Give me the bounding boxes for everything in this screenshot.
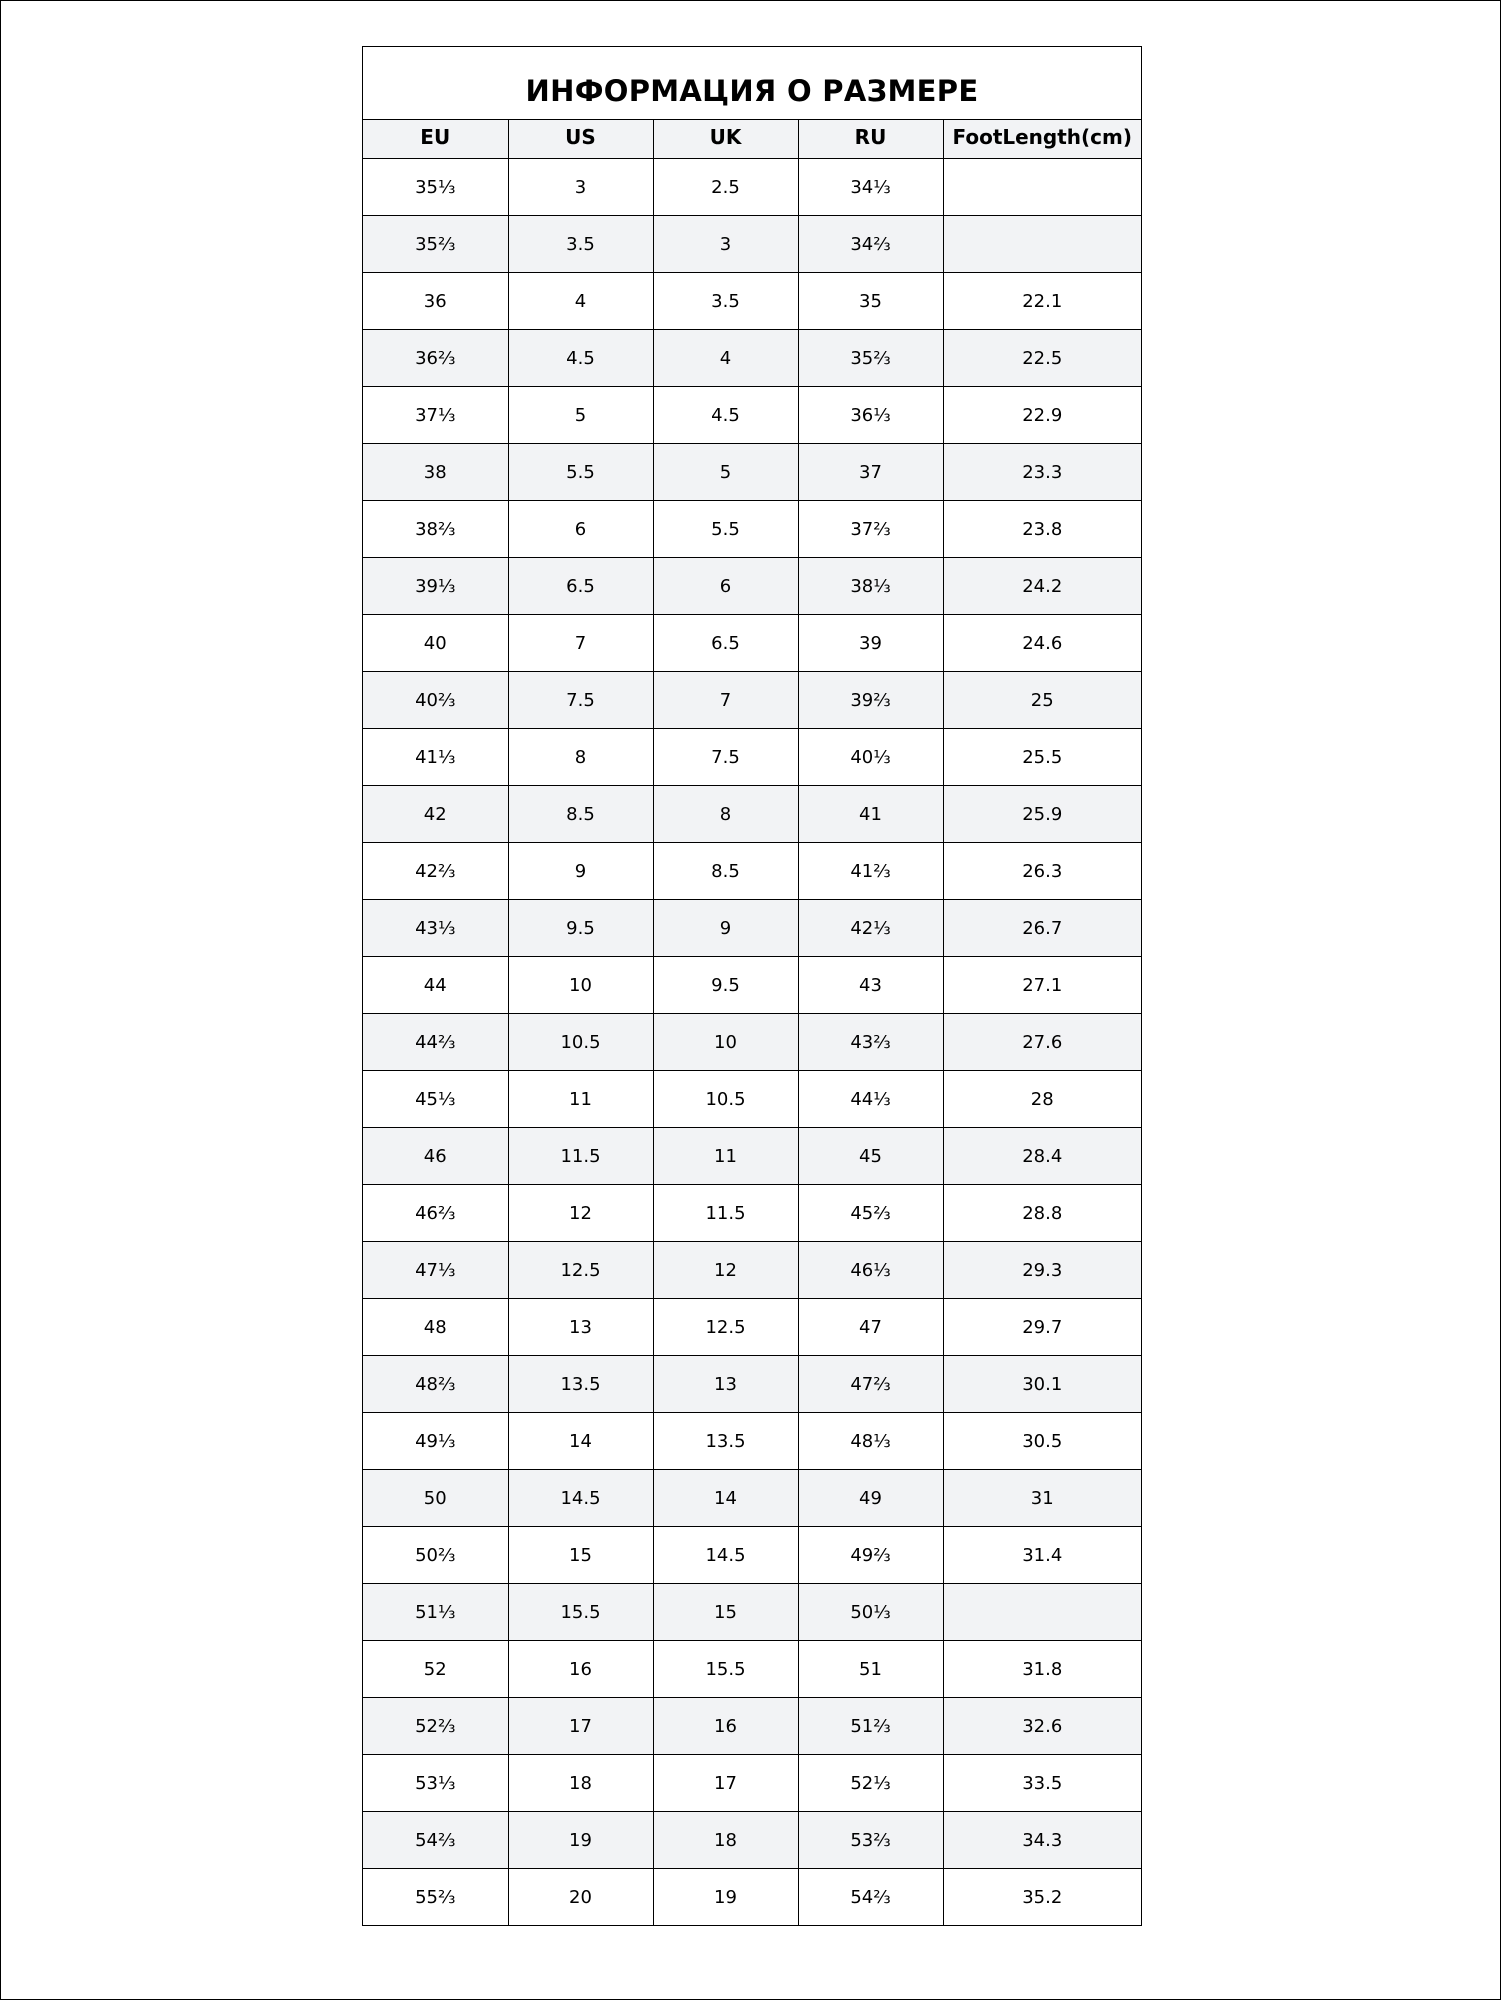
ru-cell: 49 — [798, 1470, 943, 1527]
column-header-us: US — [508, 120, 653, 159]
uk-cell: 7 — [653, 672, 798, 729]
uk-cell: 12 — [653, 1242, 798, 1299]
eu-cell: 39⅓ — [363, 558, 508, 615]
ru-cell: 34⅓ — [798, 159, 943, 216]
uk-cell: 15.5 — [653, 1641, 798, 1698]
ru-cell: 43 — [798, 957, 943, 1014]
table-row — [363, 615, 1141, 672]
us-cell: 11.5 — [508, 1128, 653, 1185]
uk-cell: 16 — [653, 1698, 798, 1755]
uk-cell: 9 — [653, 900, 798, 957]
foot-length-cell: 27.6 — [943, 1014, 1141, 1071]
ru-cell: 35 — [798, 273, 943, 330]
table-row — [363, 1128, 1141, 1185]
eu-cell: 52⅔ — [363, 1698, 508, 1755]
uk-cell: 13.5 — [653, 1413, 798, 1470]
us-cell: 10 — [508, 957, 653, 1014]
foot-length-cell: 31.4 — [943, 1527, 1141, 1584]
us-cell: 11 — [508, 1071, 653, 1128]
foot-length-cell: 31.8 — [943, 1641, 1141, 1698]
foot-length-cell: 23.3 — [943, 444, 1141, 501]
uk-cell: 6.5 — [653, 615, 798, 672]
us-cell: 8 — [508, 729, 653, 786]
us-cell: 9 — [508, 843, 653, 900]
eu-cell: 50⅔ — [363, 1527, 508, 1584]
ru-cell: 42⅓ — [798, 900, 943, 957]
eu-cell: 49⅓ — [363, 1413, 508, 1470]
ru-cell: 39 — [798, 615, 943, 672]
foot-length-cell: 30.1 — [943, 1356, 1141, 1413]
table-row — [363, 1413, 1141, 1470]
table-row — [363, 501, 1141, 558]
table-row — [363, 1242, 1141, 1299]
eu-cell: 37⅓ — [363, 387, 508, 444]
table-row — [363, 1299, 1141, 1356]
size-table-body — [363, 159, 1141, 1926]
table-row — [363, 1470, 1141, 1527]
table-row — [363, 1356, 1141, 1413]
table-row — [363, 330, 1141, 387]
eu-cell: 38⅔ — [363, 501, 508, 558]
ru-cell: 47 — [798, 1299, 943, 1356]
ru-cell: 54⅔ — [798, 1869, 943, 1926]
table-row — [363, 1071, 1141, 1128]
table-row — [363, 273, 1141, 330]
table-row — [363, 1527, 1141, 1584]
table-row — [363, 216, 1141, 273]
size-chart — [362, 46, 1142, 1926]
foot-length-cell: 24.2 — [943, 558, 1141, 615]
uk-cell: 5.5 — [653, 501, 798, 558]
eu-cell: 52 — [363, 1641, 508, 1698]
eu-cell: 42 — [363, 786, 508, 843]
foot-length-cell: 29.3 — [943, 1242, 1141, 1299]
us-cell: 15 — [508, 1527, 653, 1584]
eu-cell: 45⅓ — [363, 1071, 508, 1128]
foot-length-cell — [943, 216, 1141, 273]
ru-cell: 46⅓ — [798, 1242, 943, 1299]
us-cell: 19 — [508, 1812, 653, 1869]
us-cell: 5.5 — [508, 444, 653, 501]
ru-cell: 36⅓ — [798, 387, 943, 444]
ru-cell: 49⅔ — [798, 1527, 943, 1584]
ru-cell: 34⅔ — [798, 216, 943, 273]
eu-cell: 55⅔ — [363, 1869, 508, 1926]
column-header-uk: UK — [653, 120, 798, 159]
table-row — [363, 159, 1141, 216]
column-header-ru: RU — [798, 120, 943, 159]
foot-length-cell: 30.5 — [943, 1413, 1141, 1470]
table-row — [363, 558, 1141, 615]
eu-cell: 50 — [363, 1470, 508, 1527]
ru-cell: 52⅓ — [798, 1755, 943, 1812]
uk-cell: 19 — [653, 1869, 798, 1926]
us-cell: 16 — [508, 1641, 653, 1698]
column-header-foot-length: FootLength(cm) — [943, 120, 1141, 159]
ru-cell: 51⅔ — [798, 1698, 943, 1755]
us-cell: 12.5 — [508, 1242, 653, 1299]
ru-cell: 45 — [798, 1128, 943, 1185]
ru-cell: 43⅔ — [798, 1014, 943, 1071]
foot-length-cell: 32.6 — [943, 1698, 1141, 1755]
us-cell: 20 — [508, 1869, 653, 1926]
us-cell: 10.5 — [508, 1014, 653, 1071]
us-cell: 13.5 — [508, 1356, 653, 1413]
us-cell: 7.5 — [508, 672, 653, 729]
us-cell: 3 — [508, 159, 653, 216]
uk-cell: 12.5 — [653, 1299, 798, 1356]
foot-length-cell: 34.3 — [943, 1812, 1141, 1869]
eu-cell: 47⅓ — [363, 1242, 508, 1299]
foot-length-cell: 33.5 — [943, 1755, 1141, 1812]
uk-cell: 8 — [653, 786, 798, 843]
table-row — [363, 957, 1141, 1014]
uk-cell: 2.5 — [653, 159, 798, 216]
us-cell: 5 — [508, 387, 653, 444]
uk-cell: 11 — [653, 1128, 798, 1185]
table-row — [363, 444, 1141, 501]
table-row — [363, 1014, 1141, 1071]
ru-cell: 53⅔ — [798, 1812, 943, 1869]
foot-length-cell: 23.8 — [943, 501, 1141, 558]
foot-length-cell — [943, 159, 1141, 216]
us-cell: 4 — [508, 273, 653, 330]
eu-cell: 54⅔ — [363, 1812, 508, 1869]
us-cell: 8.5 — [508, 786, 653, 843]
header-row — [363, 120, 1141, 159]
uk-cell: 3 — [653, 216, 798, 273]
uk-cell: 5 — [653, 444, 798, 501]
table-row — [363, 1641, 1141, 1698]
ru-cell: 48⅓ — [798, 1413, 943, 1470]
uk-cell: 7.5 — [653, 729, 798, 786]
uk-cell: 3.5 — [653, 273, 798, 330]
eu-cell: 43⅓ — [363, 900, 508, 957]
uk-cell: 15 — [653, 1584, 798, 1641]
uk-cell: 4.5 — [653, 387, 798, 444]
us-cell: 4.5 — [508, 330, 653, 387]
eu-cell: 38 — [363, 444, 508, 501]
eu-cell: 40 — [363, 615, 508, 672]
eu-cell: 41⅓ — [363, 729, 508, 786]
uk-cell: 8.5 — [653, 843, 798, 900]
eu-cell: 53⅓ — [363, 1755, 508, 1812]
ru-cell: 37⅔ — [798, 501, 943, 558]
uk-cell: 13 — [653, 1356, 798, 1413]
eu-cell: 35⅔ — [363, 216, 508, 273]
eu-cell: 48⅔ — [363, 1356, 508, 1413]
ru-cell: 47⅔ — [798, 1356, 943, 1413]
uk-cell: 18 — [653, 1812, 798, 1869]
foot-length-cell: 29.7 — [943, 1299, 1141, 1356]
ru-cell: 41⅔ — [798, 843, 943, 900]
foot-length-cell: 28.8 — [943, 1185, 1141, 1242]
eu-cell: 48 — [363, 1299, 508, 1356]
us-cell: 3.5 — [508, 216, 653, 273]
foot-length-cell: 25.9 — [943, 786, 1141, 843]
uk-cell: 14 — [653, 1470, 798, 1527]
eu-cell: 36⅔ — [363, 330, 508, 387]
foot-length-cell: 31 — [943, 1470, 1141, 1527]
eu-cell: 46⅔ — [363, 1185, 508, 1242]
eu-cell: 42⅔ — [363, 843, 508, 900]
size-table — [363, 120, 1141, 1925]
us-cell: 14 — [508, 1413, 653, 1470]
us-cell: 13 — [508, 1299, 653, 1356]
uk-cell: 10.5 — [653, 1071, 798, 1128]
uk-cell: 6 — [653, 558, 798, 615]
uk-cell: 17 — [653, 1755, 798, 1812]
ru-cell: 40⅓ — [798, 729, 943, 786]
foot-length-cell: 22.1 — [943, 273, 1141, 330]
table-row — [363, 672, 1141, 729]
foot-length-cell: 28.4 — [943, 1128, 1141, 1185]
foot-length-cell: 28 — [943, 1071, 1141, 1128]
table-row — [363, 1584, 1141, 1641]
us-cell: 14.5 — [508, 1470, 653, 1527]
ru-cell: 37 — [798, 444, 943, 501]
ru-cell: 51 — [798, 1641, 943, 1698]
eu-cell: 40⅔ — [363, 672, 508, 729]
uk-cell: 10 — [653, 1014, 798, 1071]
ru-cell: 38⅓ — [798, 558, 943, 615]
ru-cell: 45⅔ — [798, 1185, 943, 1242]
foot-length-cell: 22.5 — [943, 330, 1141, 387]
uk-cell: 4 — [653, 330, 798, 387]
table-row — [363, 387, 1141, 444]
eu-cell: 36 — [363, 273, 508, 330]
us-cell: 6.5 — [508, 558, 653, 615]
uk-cell: 11.5 — [653, 1185, 798, 1242]
table-row — [363, 1869, 1141, 1926]
uk-cell: 14.5 — [653, 1527, 798, 1584]
ru-cell: 50⅓ — [798, 1584, 943, 1641]
foot-length-cell: 25 — [943, 672, 1141, 729]
foot-length-cell: 26.7 — [943, 900, 1141, 957]
ru-cell: 35⅔ — [798, 330, 943, 387]
uk-cell: 9.5 — [653, 957, 798, 1014]
eu-cell: 51⅓ — [363, 1584, 508, 1641]
us-cell: 17 — [508, 1698, 653, 1755]
eu-cell: 35⅓ — [415, 176, 456, 198]
foot-length-cell: 35.2 — [943, 1869, 1141, 1926]
table-row — [363, 1185, 1141, 1242]
ru-cell: 39⅔ — [798, 672, 943, 729]
us-cell: 9.5 — [508, 900, 653, 957]
foot-length-cell: 22.9 — [943, 387, 1141, 444]
foot-length-cell — [943, 1584, 1141, 1641]
table-row — [363, 900, 1141, 957]
table-row — [363, 786, 1141, 843]
us-cell: 12 — [508, 1185, 653, 1242]
eu-cell: 44 — [363, 957, 508, 1014]
size-chart-title: ИНФОРМАЦИЯ О РАЗМЕРЕ — [363, 47, 1141, 120]
table-row — [363, 729, 1141, 786]
eu-cell: 46 — [363, 1128, 508, 1185]
foot-length-cell: 25.5 — [943, 729, 1141, 786]
table-row — [363, 1698, 1141, 1755]
ru-cell: 44⅓ — [798, 1071, 943, 1128]
ru-cell: 41 — [798, 786, 943, 843]
foot-length-cell: 26.3 — [943, 843, 1141, 900]
foot-length-cell: 24.6 — [943, 615, 1141, 672]
us-cell: 15.5 — [508, 1584, 653, 1641]
us-cell: 7 — [508, 615, 653, 672]
column-header-eu: EU — [363, 120, 508, 159]
us-cell: 6 — [508, 501, 653, 558]
eu-cell: 44⅔ — [363, 1014, 508, 1071]
size-table-header — [363, 120, 1141, 159]
us-cell: 18 — [508, 1755, 653, 1812]
table-row — [363, 1755, 1141, 1812]
foot-length-cell: 27.1 — [943, 957, 1141, 1014]
table-row — [363, 843, 1141, 900]
table-row — [363, 1812, 1141, 1869]
